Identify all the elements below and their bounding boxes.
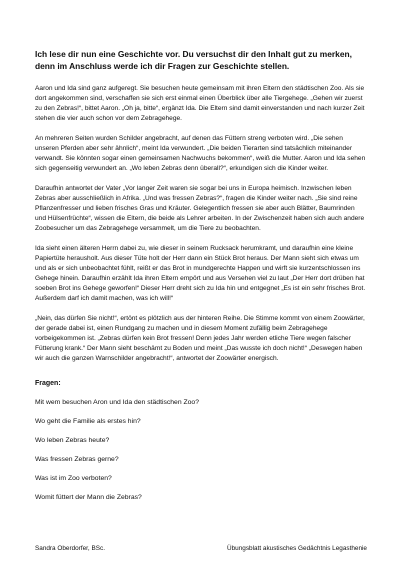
story-paragraph-4: Ida sieht einen älteren Herrn dabei zu, wie dieser in seinem Rucksack herumkramt, und daraufhin eine kleine Papiertüte herausholt. Aus dieser Tüte holt der Herr dann ein Stück Brot heraus. Der Mann sieht sich etwas um und als er sich unbeobachtet fühlt, reißt er das Brot in mundgerechte Happen und wirft sie kurzentschlossen ins Gehege hinein. Daraufhin erzählt Ida ihren Eltern empört und aus Versehen viel zu laut „Der Herr dort drüben hat soeben Brot ins Gehege geworfen!“ Dieser Herr dreht sich zu Ida hin und entgegnet „Es ist ein sehr frisches Brot. Außerdem darf ich damit machen, was ich will!“ — [35, 245, 366, 302]
instruction-title: Ich lese dir nun eine Geschichte vor. Du versuchst dir den Inhalt gut zu merken, denn im Anschluss werde ich dir Fragen zur Geschichte stellen. — [35, 49, 352, 71]
story-paragraph-1: Aaron und Ida sind ganz aufgeregt. Sie besuchen heute gemeinsam mit ihren Eltern den städtischen Zoo. Als sie dort angekommen sind, verschaffen sie sich erst einmal einen Überblick über alle Tiergehege. „Gehen wir zuerst zu den Zebras!“, bittet Aaron. „Oh ja, bitte“, ergänzt Ida. Die Eltern sind damit einverstanden und nach kurzer Zeit stehen die vier auch schon vor dem Zebragehege. — [35, 85, 365, 122]
question-item-2: Wo geht die Familie als erstes hin? — [35, 418, 141, 425]
question-item-1: Mit wem besuchen Aron und Ida den städtischen Zoo? — [35, 399, 199, 406]
question-list — [35, 398, 367, 512]
questions-heading: Fragen: — [35, 380, 61, 387]
story-text — [35, 84, 367, 374]
question-item-5: Was ist im Zoo verboten? — [35, 475, 112, 482]
story-paragraph-2: An mehreren Seiten wurden Schilder angebracht, auf denen das Füttern streng verboten wird. „Die sehen unseren Pferden aber sehr ähnlich“, meint Ida verwundert. „Die beiden Tierarten sind tatsächlich miteinander verwandt. Sie könnten sogar einen gemeinsamen Nachwuchs bekommen“, weiß die Mutter. Aaron und Ida sehen sich gegenseitig verwundert an. „Wo leben Zebras denn überall?“, erkundigen sich die Kinder weiter. — [35, 135, 366, 172]
question-item-4: Was fressen Zebras gerne? — [35, 456, 119, 463]
page-footer — [35, 544, 367, 553]
story-paragraph-3: Daraufhin antwortet der Vater „Vor langer Zeit waren sie sogar bei uns in Europa heimisch. Inzwischen leben Zebras aber ausschließlich in Afrika. „Und was fressen Zebras?“, fragen die Kinder weiter nach. „Sie sind reine Pflanzenfresser und lieben frisches Gras und Kräuter. Gelegentlich fressen sie aber auch Blätter, Baumrinden und Hülsenfrüchte“, wissen die Eltern, die beide als Lehrer arbeiten. In der Zwischenzeit haben sich auch andere Zoobesucher um das Zebragehege versammelt, um die Tiere zu beobachten. — [35, 185, 365, 232]
question-item-3: Wo leben Zebras heute? — [35, 437, 110, 444]
question-item-6: Womit füttert der Mann die Zebras? — [35, 494, 142, 501]
story-paragraph-5: „Nein, das dürfen Sie nicht!“, ertönt es plötzlich aus der hinteren Reihe. Die Stimme kommt von einem Zoowärter, der gerade dabei ist, einen Rundgang zu machen und in diesem Moment zufällig beim Zebragehege vorbeigekommen ist. „Zebras dürfen kein Brot fressen! Denn jedes Jahr werden etliche Tiere wegen falscher Fütterung krank.“ Der Mann sieht beschämt zu Boden und meint „Das wusste ich doch nicht!“ „Deswegen haben wir auch die ganzen Warnschilder angebracht!“, antwortet der Zoowärter energisch. — [35, 315, 365, 362]
footer-author: Sandra Oberdorfer, BSc. — [35, 545, 105, 552]
footer-title: Übungsblatt akustisches Gedächtnis Legasthenie — [227, 545, 367, 552]
